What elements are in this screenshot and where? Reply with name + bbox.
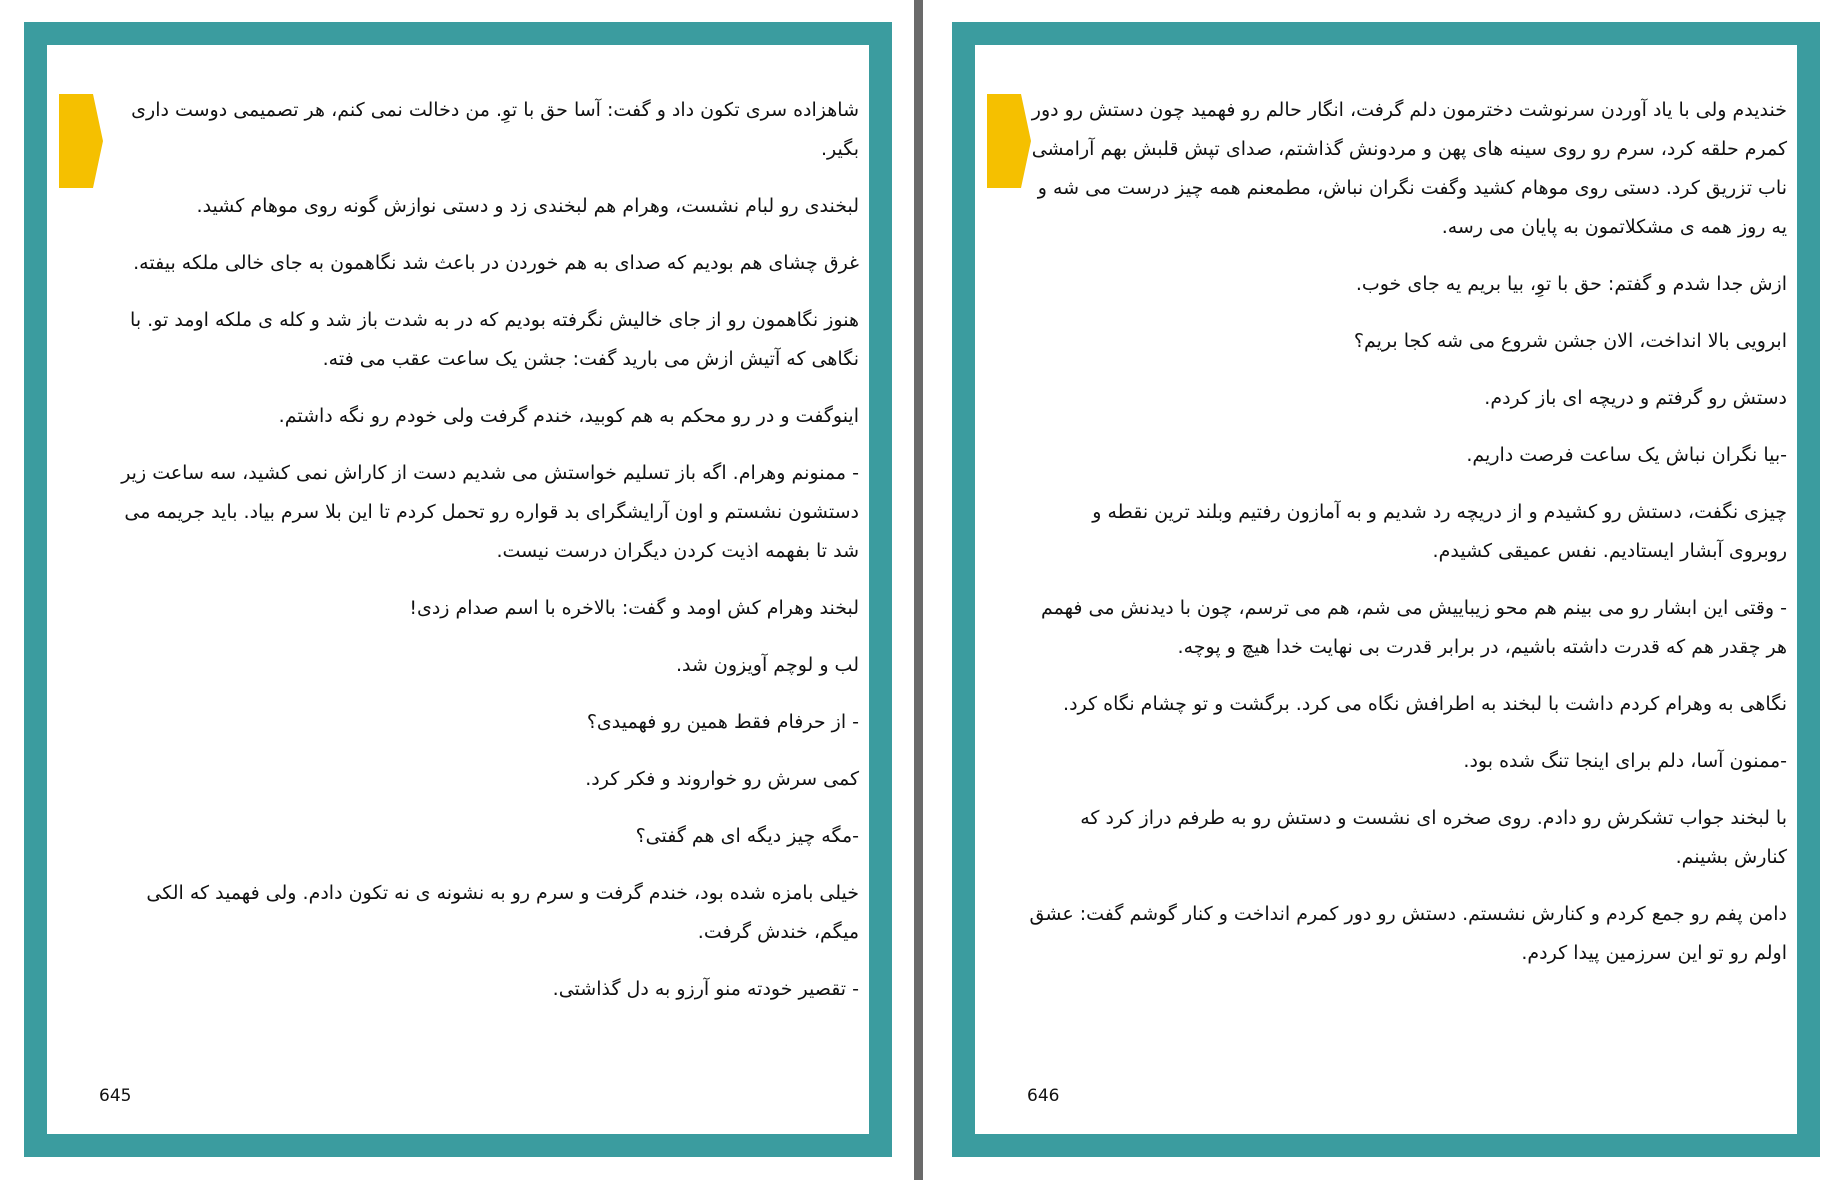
paragraph: ازش جدا شدم و گفتم: حق با توِ، بیا بریم یه جای خوب. — [1355, 273, 1787, 295]
paragraph: - وقتی این ابشار رو می بینم هم محو زیباییش می شم، هم می ترسم، چون با دیدنش می فهمم هر چقدر هم که قدرت داشته باشیم، در برابر قدرت بی نهایت خدا هیچ و پوچه. — [1040, 597, 1787, 658]
paragraph: کمی سرش رو خواروند و فکر کرد. — [585, 768, 859, 790]
page-content-area — [47, 45, 869, 1134]
page-number: 645 — [99, 1086, 132, 1106]
paragraph: دامن پفم رو جمع کردم و کنارش نشستم. دستش رو دور کمرم انداخت و کنار گوشم گفت: عشق اولم رو تو این سرزمین پیدا کردم. — [1029, 903, 1787, 964]
paragraph: -ممنون آسا، دلم برای اینجا تنگ شده بود. — [1463, 750, 1787, 772]
paragraph: خندیدم ولی با یاد آوردن سرنوشت دخترمون دلم گرفت، انگار حالم رو فهمید چون دستش رو دور کمرم حلقه کرد، سرم رو روی سینه های پهن و مردونش گذاشتم، صدای تپش قلبش بهم آرامشی ناب تزریق کرد. دستی روی موهام کشید وگفت نگران نباش، مطمعنم همه چیز درست می شه و یه روز همه ی مشکلاتمون به پایان می رسه. — [1031, 99, 1787, 238]
paragraph: -مگه چیز دیگه ای هم گفتی؟ — [635, 825, 859, 847]
paragraph: -بیا نگران نباش یک ساعت فرصت داریم. — [1466, 444, 1787, 466]
page-646 — [952, 22, 1820, 1157]
paragraph: - از حرفام فقط همین رو فهمیدی؟ — [586, 711, 859, 733]
page-645 — [24, 22, 892, 1157]
paragraph: اینوگفت و در رو محکم به هم کوبید، خندم گرفت ولی خودم رو نگه داشتم. — [278, 405, 859, 427]
page-number: 646 — [1027, 1086, 1060, 1106]
paragraph: غرق چشای هم بودیم که صدای به هم خوردن در باعث شد نگاهمون به جای خالی ملکه بیفته. — [133, 252, 859, 274]
page-text — [99, 91, 859, 1027]
page-gutter-divider — [914, 0, 923, 1180]
paragraph: شاهزاده سری تکون داد و گفت: آسا حق با توِ. من دخالت نمی کنم، هر تصمیمی دوست داری بگیر. — [131, 99, 859, 160]
bookmark-icon — [59, 94, 103, 188]
paragraph: نگاهی به وهرام کردم داشت با لبخند به اطرافش نگاه می کرد. برگشت و تو چشام نگاه کرد. — [1063, 693, 1787, 715]
bookmark-icon — [987, 94, 1031, 188]
paragraph: دستش رو گرفتم و دریچه ای باز کردم. — [1484, 387, 1787, 409]
paragraph: لب و لوچم آویزون شد. — [675, 654, 859, 676]
paragraph: - تقصیر خودته منو آرزو به دل گذاشتی. — [552, 978, 859, 1000]
page-content-area — [975, 45, 1797, 1134]
paragraph: خیلی بامزه شده بود، خندم گرفت و سرم رو به نشونه ی نه تکون دادم. ولی فهمید که الکی میگم، خندش گرفت. — [146, 882, 859, 943]
paragraph: چیزی نگفت، دستش رو کشیدم و از دریچه رد شدیم و به آمازون رفتیم وبلند ترین نقطه و روبروی آبشار ایستادیم. نفس عمیقی کشیدم. — [1092, 501, 1787, 562]
paragraph: هنوز نگاهمون رو از جای خالیش نگرفته بودیم که در به شدت باز شد و کله ی ملکه اومد تو. با نگاهی که آتیش ازش می بارید گفت: جشن یک ساعت عقب می فته. — [130, 309, 859, 370]
paragraph: لبخندی رو لبام نشست، وهرام هم لبخندی زد و دستی نوازش گونه روی موهام کشید. — [196, 195, 859, 217]
paragraph: ابرویی بالا انداخت، الان جشن شروع می شه کجا بریم؟ — [1353, 330, 1787, 352]
paragraph: با لبخند جواب تشکرش رو دادم. روی صخره ای نشست و دستش رو به طرفم دراز کرد که کنارش بشینم. — [1080, 807, 1787, 868]
paragraph: لبخند وهرام کش اومد و گفت: بالاخره با اسم صدام زدی! — [409, 597, 859, 619]
paragraph: - ممنونم وهرام. اگه باز تسلیم خواستش می شدیم دست از کاراش نمی کشید، سه ساعت زیر دستشون نشستم و اون آرایشگرای بد قواره رو تحمل کردم تا این بلا سرم بیاد. باید جریمه می شد تا بفهمه اذیت کردن دیگران درست نیست. — [121, 462, 859, 562]
page-text — [1029, 91, 1787, 991]
